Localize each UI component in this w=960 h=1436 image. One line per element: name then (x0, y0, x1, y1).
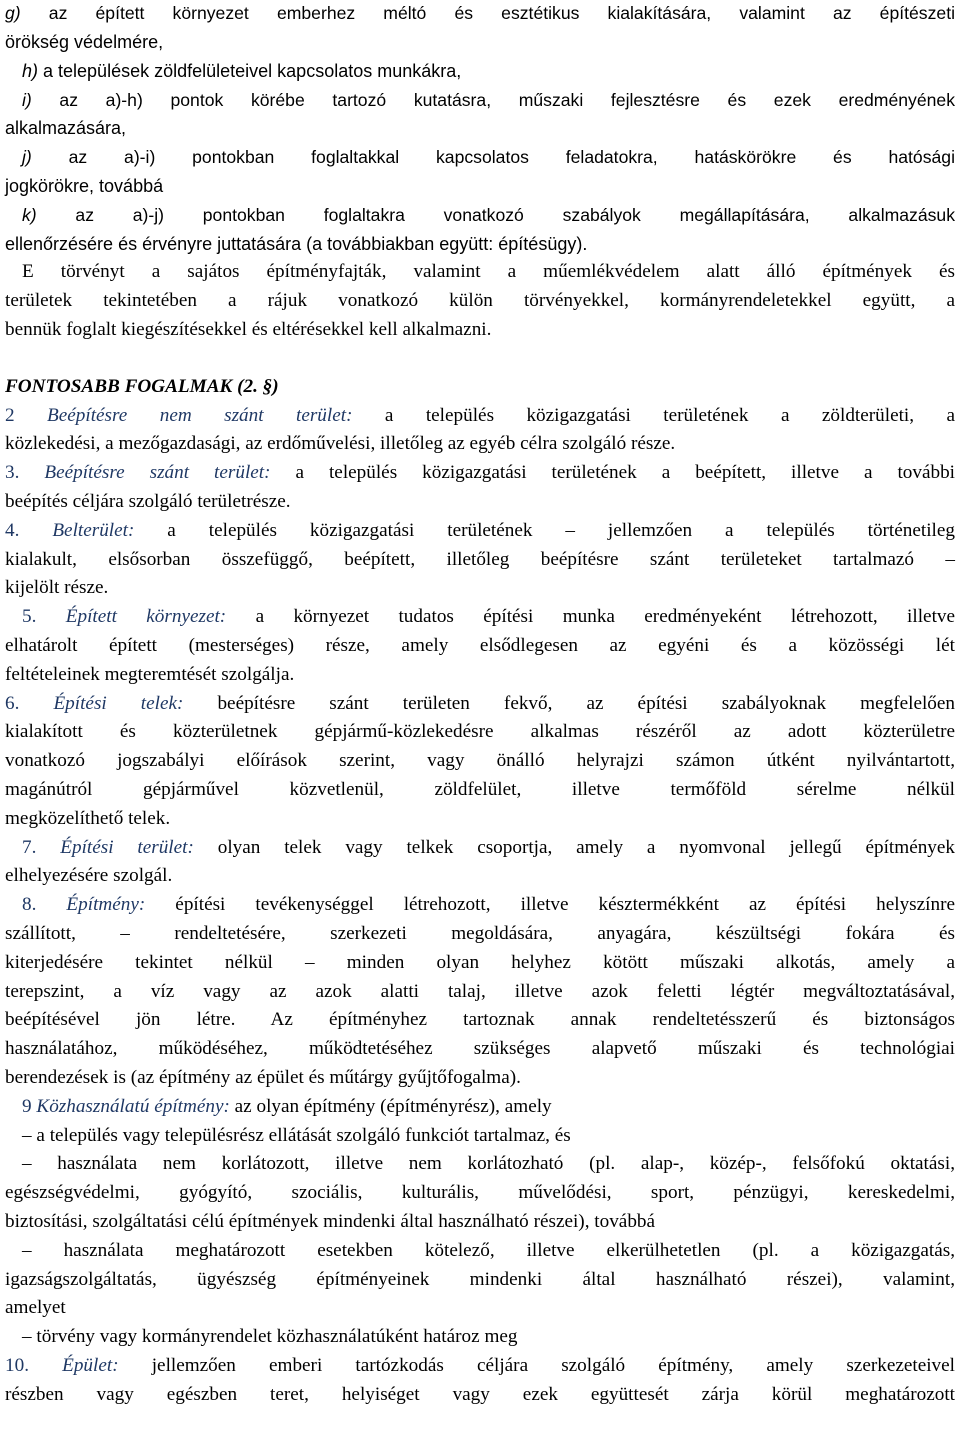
definition-line: szállított, – rendeltetésére, szerkezeti megoldására, anyagára, készültségi fokára és (5, 923, 955, 944)
definition-line: kiterjedésére tekintet nélkül – minden olyan helyhez kötött műszaki alkotás, amely a (5, 952, 955, 973)
definition-4: 4. Belterület: a település közigazgatási területének – jellemzően a település történetileg (5, 520, 955, 541)
definition-term: Belterület: (52, 520, 135, 541)
definition-bullet: – használata meghatározott esetekben kötelező, illetve elkerülhetetlen (pl. a közigazgatás, (22, 1240, 955, 1261)
definition-term: Építési telek: (53, 693, 184, 714)
definition-line: beépítés céljára szolgáló területrésze. (5, 491, 291, 512)
definition-line: részben vagy egészben teret, helyiséget vagy ezek együttesét zárja körül meghatározott (5, 1384, 955, 1405)
definition-line: elhatárolt épített (mesterséges) része, amely elsődlegesen az egyéni és a közösségi lét (5, 635, 955, 656)
definition-line: megközelíthető telek. (5, 808, 171, 829)
intro-paragraph-line: területek tekintetében a rájuk vonatkozó külön törvényekkel, kormányrendeletekkel együtt, a (5, 290, 955, 311)
list-item-h: h) a települések zöldfelületeivel kapcsolatos munkákra, (22, 61, 462, 81)
list-item-k-cont: ellenőrzésére és érvényre juttatására (a továbbiakban együtt: építésügy). (5, 234, 588, 254)
definition-10: 10. Épület: jellemzően emberi tartózkodás céljára szolgáló építmény, amely szerkezeteivel (5, 1355, 955, 1376)
list-item-j-cont: jogkörökre, továbbá (5, 176, 164, 196)
definition-line: biztosítási, szolgáltatási célú építmények mindenki által használható részei), továbbá (5, 1211, 656, 1232)
definition-line: amelyet (5, 1297, 66, 1318)
definition-line: kijelölt része. (5, 577, 109, 598)
definition-term: Közhasználatú építmény: (36, 1096, 230, 1117)
definition-line: egészségvédelmi, gyógyító, szociális, kulturális, művelődési, sport, pénzügyi, kereskedelmi, (5, 1182, 955, 1203)
definition-8: 8. Építmény: építési tevékenységgel létrehozott, illetve késztermékként az építési helyszínre (22, 894, 955, 915)
definition-line: terepszint, a víz vagy az azok alatti talaj, illetve azok feletti légtér megváltoztatásával, (5, 981, 955, 1002)
definition-term: Építési terület: (60, 837, 194, 858)
list-item-i-cont: alkalmazására, (5, 118, 127, 138)
definition-term: Épület: (62, 1355, 119, 1376)
definition-line: kialakult, elsősorban összefüggő, beépített, illetőleg beépítésre szánt területeket tartalmazó – (5, 549, 955, 570)
list-item-j: j) az a)-i) pontokban foglaltakkal kapcsolatos feladatokra, hatáskörökre és hatósági (22, 147, 955, 167)
definition-term: Építmény: (66, 894, 146, 915)
definition-3: 3. Beépítésre szánt terület: a település közigazgatási területének a beépített, illetve a további (5, 462, 955, 483)
definition-line: közlekedési, a mezőgazdasági, az erdőművelési, illetőleg az egyéb célra szolgáló része. (5, 433, 676, 454)
list-item-g-cont: örökség védelmére, (5, 32, 164, 52)
definition-line: feltételeinek megteremtését szolgálja. (5, 664, 295, 685)
definition-6: 6. Építési telek: beépítésre szánt területen fekvő, az építési szabályoknak megfelelően (5, 693, 955, 714)
list-item-g: g) az épített környezet emberhez méltó és esztétikus kialakítására, valamint az építészeti (5, 3, 955, 23)
definition-line: kialakított és közterületnek gépjármű-közlekedésre alkalmas részéről az adott közterületre (5, 721, 955, 742)
intro-paragraph-line: bennük foglalt kiegészítésekkel és eltérésekkel kell alkalmazni. (5, 319, 492, 340)
definition-line: magánútról gépjárművel közvetlenül, zöldfelület, illetve termőföld sérelme nélkül (5, 779, 955, 800)
definition-line: berendezések is (az építmény az épület és műtárgy gyűjtőfogalma). (5, 1067, 521, 1088)
definition-line: vonatkozó jogszabályi előírások szerint, vagy önálló helyrajzi számon útként nyilvántartott, (5, 750, 955, 771)
definition-term: Beépítésre szánt terület: (44, 462, 271, 483)
definition-5: 5. Épített környezet: a környezet tudatos építési munka eredményeként létrehozott, illetve (22, 606, 956, 627)
definition-term: Beépítésre nem szánt terület: (47, 405, 353, 426)
definition-line: használatához, működéséhez, működtetéséhez szükséges alapvető műszaki és technológiai (5, 1038, 955, 1059)
definition-bullet: – használata nem korlátozott, illetve nem korlátozható (pl. alap-, közép-, felsőfokú oktatási, (22, 1153, 955, 1174)
definition-9: 9 Közhasználatú építmény: az olyan építmény (építményrész), amely (22, 1096, 552, 1117)
intro-paragraph-line: E törvényt a sajátos építményfajták, valamint a műemlékvédelem alatt álló építmények és (22, 261, 955, 282)
definition-7: 7. Építési terület: olyan telek vagy telkek csoportja, amely a nyomvonal jellegű építmények (22, 837, 956, 858)
section-heading: FONTOSABB FOGALMAK (2. §) (5, 376, 279, 397)
definition-bullet: – a település vagy településrész ellátását szolgáló funkciót tartalmaz, és (22, 1125, 571, 1146)
definition-line: igazságszolgáltatás, ügyészség építményeinek mindenki által használható részei), valamint, (5, 1269, 955, 1290)
list-item-i: i) az a)-h) pontok körébe tartozó kutatásra, műszaki fejlesztésre és ezek eredményének (22, 90, 955, 110)
definition-2: 2 Beépítésre nem szánt terület: a település közigazgatási területének a zöldterületi, a (5, 405, 956, 426)
definition-line: beépítésével jön létre. Az építményhez tartoznak annak rendeltetésszerű és biztonságos (5, 1009, 955, 1030)
definition-term: Épített környezet: (65, 606, 227, 627)
list-item-k: k) az a)-j) pontokban foglaltakra vonatkozó szabályok megállapítására, alkalmazásuk (22, 205, 955, 225)
definition-bullet: – törvény vagy kormányrendelet közhasználatúként határoz meg (22, 1326, 518, 1347)
definition-line: elhelyezésére szolgál. (5, 865, 173, 886)
